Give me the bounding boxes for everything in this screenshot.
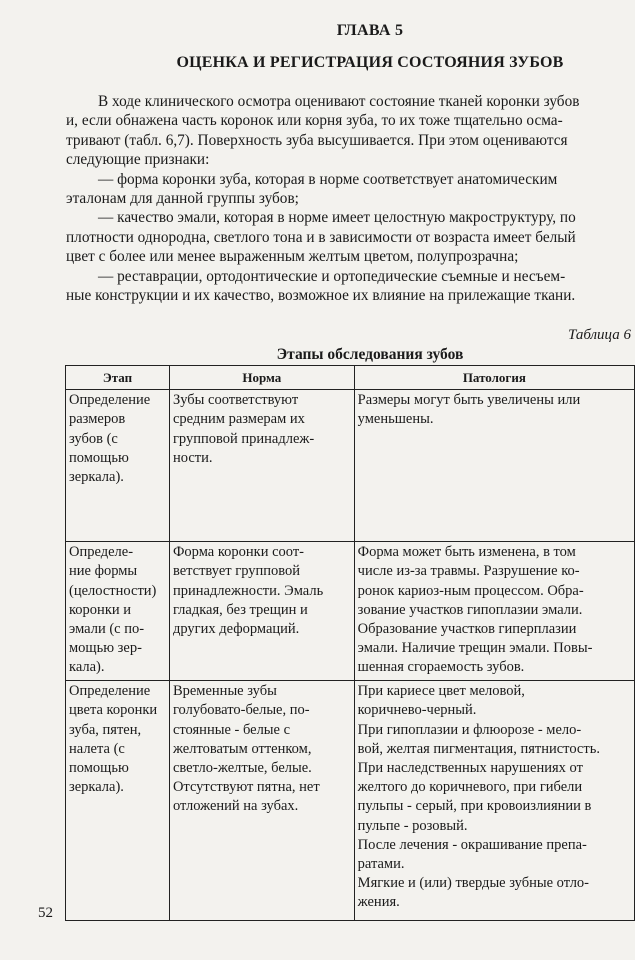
cell-line: зеркала). [69, 469, 124, 486]
chapter-title: ОЦЕНКА И РЕГИСТРАЦИЯ СОСТОЯНИЯ ЗУБОВ [176, 54, 564, 71]
cell-line: При наследственных нарушениях от [357, 760, 583, 777]
stage-cell [66, 542, 170, 681]
norm-cell [169, 542, 354, 681]
cell-line: помощью [69, 449, 129, 466]
cell-line: эмали (с по- [69, 621, 145, 638]
cell-line: коронки и [69, 601, 132, 618]
list-item-line: плотности однородна, светлого тона и в зависимости от возраста имеет белый [66, 228, 576, 246]
cell-line: желтого до коричневого, при гибели [357, 779, 583, 796]
cell-line: пульпы - серый, при кровоизлиянии в [357, 798, 592, 815]
cell-line: числе из-за травмы. Разрушение ко- [357, 563, 580, 580]
cell-line: При кариесе цвет меловой, [357, 683, 525, 700]
list-item-line: — форма коронки зуба, которая в норме соответствует анатомическим [98, 170, 558, 188]
cell-line: зубов (с [69, 430, 118, 447]
cell-line: принадлежности. Эмаль [172, 582, 324, 599]
stage-cell [66, 681, 170, 921]
cell-line: Временные зубы [172, 683, 277, 700]
cell-line: налета (с [69, 740, 125, 757]
list-item-line: эталонам для данной группы зубов; [66, 190, 299, 208]
header-pathology: Патология [354, 366, 634, 390]
table-row [66, 390, 635, 542]
cell-line: мощью зер- [69, 640, 142, 657]
cell-line: зеркала). [69, 779, 124, 796]
norm-cell [169, 390, 354, 542]
cell-line: кала). [69, 659, 105, 676]
cell-line: стоянные - белые с [172, 721, 291, 738]
pathology-cell [354, 542, 634, 681]
header-norm: Норма [169, 366, 354, 390]
cell-line: голубовато-белые, по- [172, 702, 310, 719]
table-row [66, 681, 635, 921]
cell-line: размеров [69, 411, 126, 428]
cell-line: Образование участков гиперплазии [357, 621, 577, 638]
cell-line: Определение [69, 392, 151, 409]
cell-line: ветствует групповой [172, 563, 301, 580]
cell-line: средним размерам их [172, 411, 305, 428]
cell-line: зуба, пятен, [69, 721, 142, 738]
norm-cell [169, 681, 354, 921]
table-title: Этапы обследования зубов [276, 346, 464, 363]
cell-line: светло-желтые, белые. [172, 760, 312, 777]
header-stage: Этап [66, 366, 170, 390]
intro-paragraph [66, 92, 635, 305]
table-caption: Таблица 6 [568, 327, 631, 343]
cell-line: Определение [69, 683, 151, 700]
list-item-line: — качество эмали, которая в норме имеет целостную макроструктуру, по [98, 209, 576, 227]
cell-line: эмали. Наличие трещин эмали. Повы- [357, 640, 593, 657]
cell-line: шенная сгораемость зубов. [357, 659, 525, 676]
cell-line: ратами. [357, 856, 405, 873]
cell-line: гладкая, без трещин и [172, 601, 308, 618]
cell-line: групповой принадлеж- [172, 430, 315, 447]
cell-line: ние формы [69, 563, 138, 580]
cell-line: ронок кариоз-ным процессом. Обра- [357, 582, 584, 599]
stage-cell [66, 390, 170, 542]
paragraph-line: и, если обнажена часть коронок или корня зуба, то их тоже тщательно осма- [66, 112, 563, 130]
chapter-heading: ГЛАВА 5 [336, 22, 404, 39]
cell-line: других деформаций. [172, 621, 300, 638]
cell-line: Размеры могут быть увеличены или [357, 392, 581, 409]
list-item-line: ные конструкции и их качество, возможное их влияние на прилежащие ткани. [66, 287, 576, 305]
cell-line: Мягкие и (или) твердые зубные отло- [357, 875, 590, 892]
cell-line: цвета коронки [69, 702, 158, 719]
paragraph-line: следующие признаки: [66, 151, 210, 169]
cell-line: жения. [357, 894, 400, 911]
cell-line: Определе- [69, 544, 134, 561]
cell-line: пульпе - розовый. [357, 817, 468, 834]
page-number: 52 [38, 905, 53, 921]
cell-line: Зубы соответствуют [172, 392, 299, 409]
cell-line: отложений на зубах. [172, 798, 299, 815]
cell-line: уменьшены. [357, 411, 434, 428]
cell-line: помощью [69, 760, 129, 777]
cell-line: ности. [172, 449, 213, 466]
cell-line: (целостности) [69, 582, 157, 599]
pathology-cell [354, 681, 634, 921]
cell-line: Форма может быть изменена, в том [357, 544, 576, 561]
exam-stages-table [65, 365, 635, 921]
table-row [66, 542, 635, 681]
list-item-line: цвет с более или менее выраженным желтым цветом, полупрозрачна; [66, 248, 519, 266]
cell-line: зование участков гипоплазии эмали. [357, 601, 583, 618]
cell-line: Отсутствуют пятна, нет [172, 779, 320, 796]
cell-line: Форма коронки соот- [172, 544, 304, 561]
paragraph-line: тривают (табл. 6,7). Поверхность зуба высушивается. При этом оцениваются [66, 131, 568, 149]
table-header-row [66, 366, 635, 390]
cell-line: После лечения - окрашивание препа- [357, 836, 587, 853]
cell-line: вой, желтая пигментация, пятнистость. [357, 740, 600, 757]
cell-line: коричнево-черный. [357, 702, 477, 719]
cell-line: При гипоплазии и флюорозе - мело- [357, 721, 582, 738]
paragraph-line: В ходе клинического осмотра оценивают состояние тканей коронки зубов [98, 93, 580, 110]
pathology-cell [354, 390, 634, 542]
list-item-line: — реставрации, ортодонтические и ортопедические съемные и несъем- [98, 267, 566, 285]
cell-line: желтоватым оттенком, [172, 740, 312, 757]
